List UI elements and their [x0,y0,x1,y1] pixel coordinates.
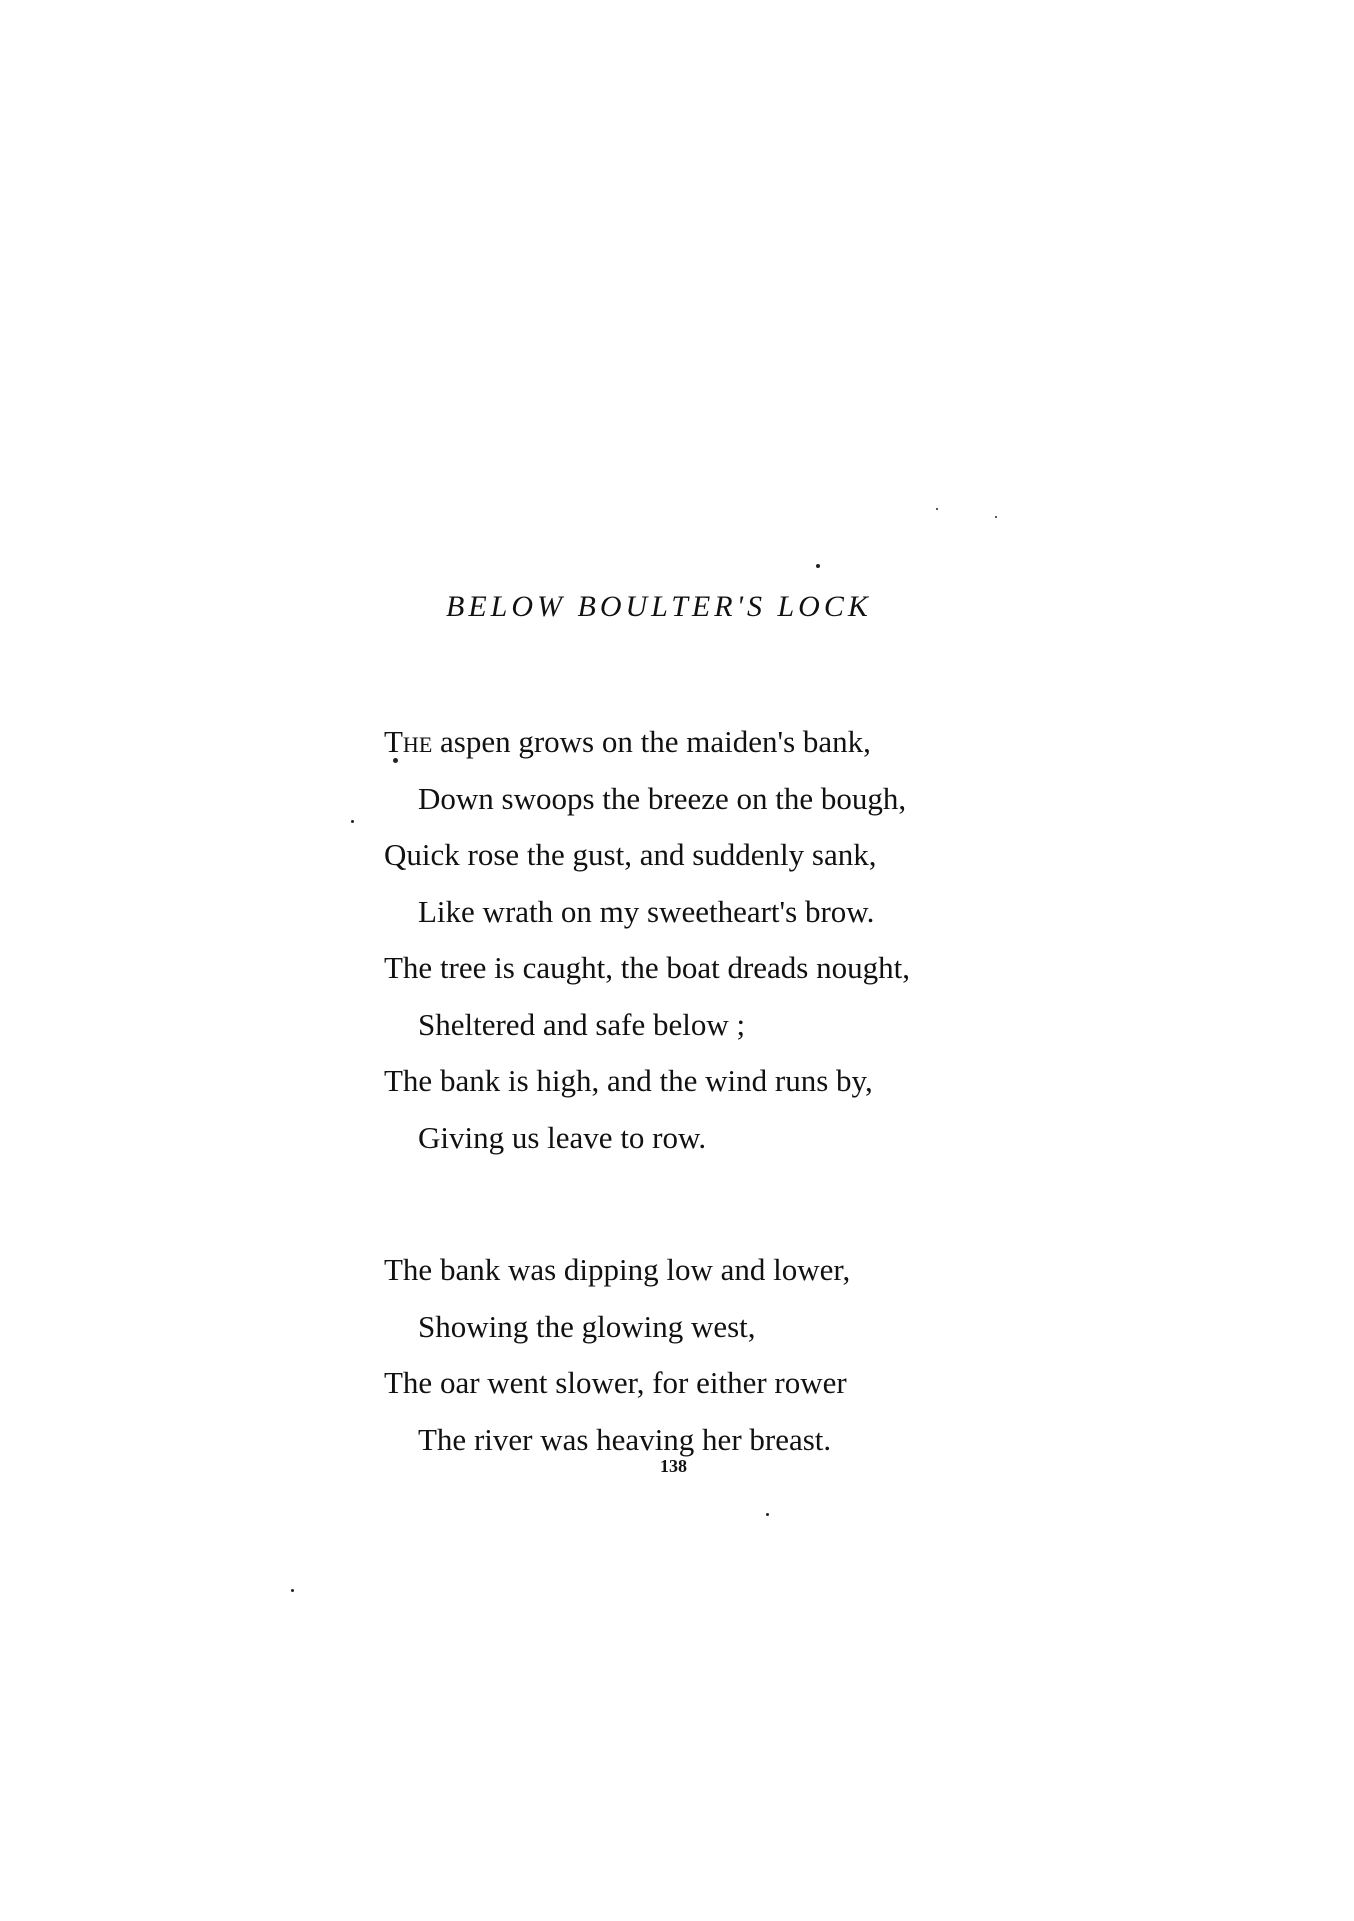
poem-line: Like wrath on my sweetheart's brow. [418,893,875,929]
scan-speck [291,1589,294,1592]
stanza-2 [384,1242,1084,1468]
stanza-1 [384,714,1084,1166]
poem-line: Sheltered and safe below ; [418,1006,746,1042]
poem-line: Giving us leave to row. [418,1119,707,1155]
poem-line [384,714,1084,771]
scan-speck [351,820,354,823]
poem-line: The bank was dipping low and lower, [384,1252,851,1287]
scan-speck [936,508,938,510]
page-number: 138 [660,1456,687,1476]
scan-speck [995,516,997,518]
poem-line-text: aspen grows on the maiden's bank, [432,724,871,759]
scan-speck [766,1513,769,1516]
poem-line: The bank is high, and the wind runs by, [384,1063,873,1098]
poem-line: Down swoops the breeze on the bough, [418,780,907,816]
poem-line: The tree is caught, the boat dreads nought, [384,950,910,985]
poem-line-first-word: The [384,724,433,759]
poem-line: The oar went slower, for either rower [384,1365,847,1400]
scan-speck [816,564,820,568]
poem-line: Quick rose the gust, and suddenly sank, [384,837,877,872]
poem-title: BELOW BOULTER'S LOCK [446,590,872,623]
poem-line: The river was heaving her breast. [418,1421,832,1457]
poem-line: Showing the glowing west, [418,1308,756,1344]
